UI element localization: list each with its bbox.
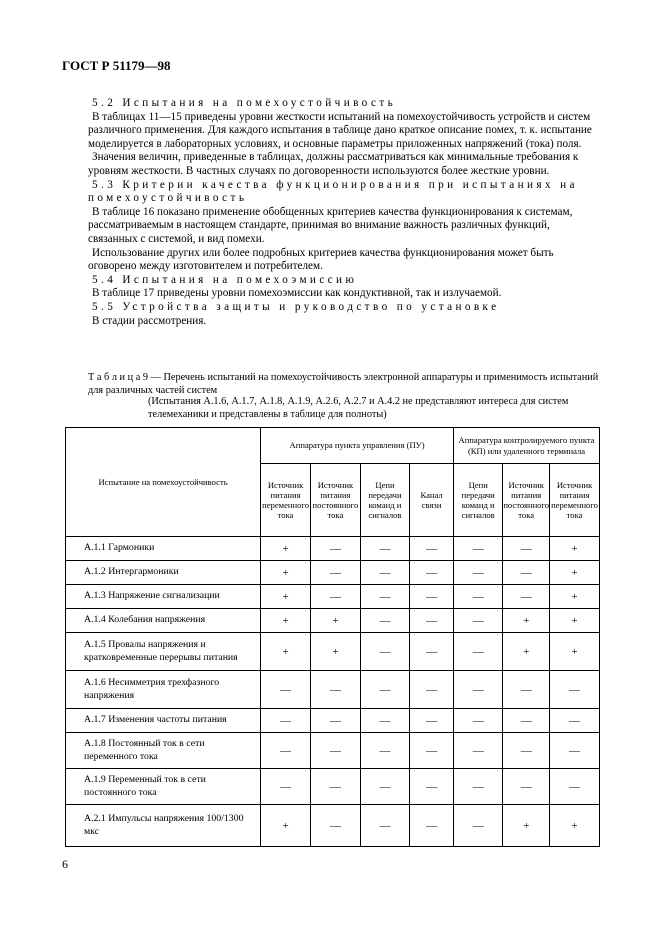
table-row [66, 709, 600, 733]
applicability-cell: — [360, 709, 409, 733]
applicability-cell: + [311, 633, 361, 671]
table-row [66, 805, 600, 847]
applicability-cell: + [261, 537, 311, 561]
table-row [66, 769, 600, 805]
subheader: Источник питания постоянного тока [311, 464, 361, 537]
table-label: Т а б л и ц а 9 [88, 372, 148, 383]
applicability-cell: — [454, 561, 503, 585]
table-caption [88, 372, 600, 397]
paragraph: В стадии рассмотрения. [92, 314, 207, 327]
table-row [66, 585, 600, 609]
applicability-cell: — [261, 671, 311, 709]
applicability-cell: — [311, 561, 361, 585]
test-name-cell: А.2.1 Импульсы напряжения 100/1300 мкс [66, 805, 261, 847]
applicability-cell: — [454, 537, 503, 561]
test-name-cell: А.1.1 Гармоники [66, 537, 261, 561]
applicability-cell: — [360, 671, 409, 709]
table-caption-text: — Перечень испытаний на помехоустойчивость электронной аппаратуры и применимость испытаний для различных частей систем [88, 372, 599, 396]
tests-table [65, 427, 600, 847]
applicability-cell: + [550, 805, 600, 847]
applicability-cell: + [503, 805, 550, 847]
section-heading-5-3: 5.3 Критерии качества функционирования при испытаниях на помехоустойчивость [88, 178, 578, 205]
applicability-cell: — [311, 805, 361, 847]
applicability-cell: — [454, 805, 503, 847]
document-header: ГОСТ Р 51179—98 [62, 58, 171, 73]
applicability-cell: — [410, 633, 454, 671]
column-header-test: Испытание на помехоустойчивость [66, 428, 261, 537]
applicability-cell: + [550, 561, 600, 585]
applicability-cell: + [503, 609, 550, 633]
applicability-cell: — [261, 709, 311, 733]
applicability-cell: — [410, 671, 454, 709]
applicability-cell: — [360, 561, 409, 585]
applicability-cell: — [503, 769, 550, 805]
subheader: Источник питания переменного тока [550, 464, 600, 537]
paragraph: В таблицах 11—15 приведены уровни жесткости испытаний на помехоустойчивость устройств и систем различного применения. Для каждого испытания в таблице дано краткое описание помех, т. к. испытание моделируется в лабораторных условиях, и основные параметры приложенных напряжений (тока) поля. [88, 110, 592, 150]
applicability-cell: + [261, 561, 311, 585]
applicability-cell: — [454, 585, 503, 609]
applicability-cell: + [261, 805, 311, 847]
test-name-cell: А.1.8 Постоянный ток в сети переменного тока [66, 733, 261, 769]
applicability-cell: — [454, 609, 503, 633]
applicability-cell: — [360, 769, 409, 805]
applicability-cell: — [410, 537, 454, 561]
column-group-pu: Аппаратура пункта управления (ПУ) [261, 428, 454, 464]
table-row [66, 671, 600, 709]
test-name-cell: А.1.9 Переменный ток в сети постоянного тока [66, 769, 261, 805]
paragraph: В таблице 16 показано применение обобщенных критериев качества функционирования к системам, рассматриваемым в настоящем стандарте, принимая во внимание важность различных функций, связанных с системой, и вид помехи. [88, 205, 573, 245]
applicability-cell: + [550, 609, 600, 633]
applicability-cell: — [550, 733, 600, 769]
table-row [66, 733, 600, 769]
applicability-cell: — [360, 609, 409, 633]
subheader: Цепи передачи команд и сигналов [454, 464, 503, 537]
section-heading-5-4: 5.4 Испытания на помехоэмиссию [92, 273, 358, 286]
applicability-cell: — [410, 609, 454, 633]
applicability-cell: + [261, 585, 311, 609]
page-number: 6 [62, 857, 68, 871]
applicability-cell: — [360, 633, 409, 671]
subheader: Источник питания переменного тока [261, 464, 311, 537]
applicability-cell: — [360, 733, 409, 769]
applicability-cell: — [410, 561, 454, 585]
paragraph: Использование других или более подробных критериев качества функционирования может быть оговорено между изготовителем и потребителем. [88, 246, 554, 273]
applicability-cell: — [550, 671, 600, 709]
section-heading-5-5: 5.5 Устройства защиты и руководство по установке [92, 300, 500, 313]
test-name-cell: А.1.7 Изменения частоты питания [66, 709, 261, 733]
applicability-cell: — [503, 561, 550, 585]
applicability-cell: — [550, 709, 600, 733]
table-row [66, 537, 600, 561]
applicability-cell: + [261, 633, 311, 671]
applicability-cell: — [454, 633, 503, 671]
applicability-cell: — [360, 537, 409, 561]
section-heading-5-2: 5.2 Испытания на помехоустойчивость [92, 97, 397, 109]
body-text [88, 97, 600, 328]
applicability-cell: — [503, 733, 550, 769]
applicability-cell: — [410, 769, 454, 805]
applicability-cell: + [550, 633, 600, 671]
applicability-cell: — [454, 709, 503, 733]
applicability-cell: — [311, 769, 361, 805]
table-note: (Испытания А.1.6, А.1.7, А.1.8, А.1.9, А.2.6, А.2.7 и А.4.2 не представляют интереса для систем телемеханики и представлены в таблице для полноты) [148, 396, 569, 420]
table-row [66, 561, 600, 585]
applicability-cell: — [503, 585, 550, 609]
test-name-cell: А.1.4 Колебания напряжения [66, 609, 261, 633]
applicability-cell: — [311, 585, 361, 609]
applicability-cell: — [311, 709, 361, 733]
applicability-cell: — [454, 733, 503, 769]
paragraph: В таблице 17 приведены уровни помехоэмиссии как кондуктивной, так и излучаемой. [92, 287, 502, 300]
applicability-cell: + [503, 633, 550, 671]
applicability-cell: — [410, 585, 454, 609]
applicability-cell: — [454, 671, 503, 709]
applicability-cell: — [261, 733, 311, 769]
table-row [66, 609, 600, 633]
applicability-cell: — [360, 585, 409, 609]
applicability-cell: + [311, 609, 361, 633]
subheader: Цепи передачи команд и сигналов [360, 464, 409, 537]
applicability-cell: + [550, 585, 600, 609]
applicability-cell: — [311, 671, 361, 709]
test-name-cell: А.1.3 Напряжение сигнализации [66, 585, 261, 609]
applicability-cell: — [261, 769, 311, 805]
applicability-cell: — [410, 733, 454, 769]
applicability-cell: + [550, 537, 600, 561]
applicability-cell: — [311, 537, 361, 561]
applicability-cell: — [410, 805, 454, 847]
applicability-cell: — [311, 733, 361, 769]
applicability-cell: — [360, 805, 409, 847]
column-group-kp: Аппаратура контролируемого пункта (КП) или удаленного терминала [454, 428, 600, 464]
paragraph: Значения величин, приведенные в таблицах, должны рассматриваться как минимальные требования к уровням жесткости. В частных случаях по договоренности используются более жесткие уровни. [88, 151, 579, 177]
applicability-cell: + [261, 609, 311, 633]
subheader: Канал связи [410, 464, 454, 537]
applicability-cell: — [454, 769, 503, 805]
applicability-cell: — [503, 537, 550, 561]
applicability-cell: — [550, 769, 600, 805]
applicability-cell: — [503, 671, 550, 709]
applicability-cell: — [503, 709, 550, 733]
test-name-cell: А.1.2 Интергармоники [66, 561, 261, 585]
subheader: Источник питания постоянного тока [503, 464, 550, 537]
applicability-cell: — [410, 709, 454, 733]
test-name-cell: А.1.6 Несимметрия трехфазного напряжения [66, 671, 261, 709]
test-name-cell: А.1.5 Провалы напряжения и кратковременные перерывы питания [66, 633, 261, 671]
table-row [66, 633, 600, 671]
